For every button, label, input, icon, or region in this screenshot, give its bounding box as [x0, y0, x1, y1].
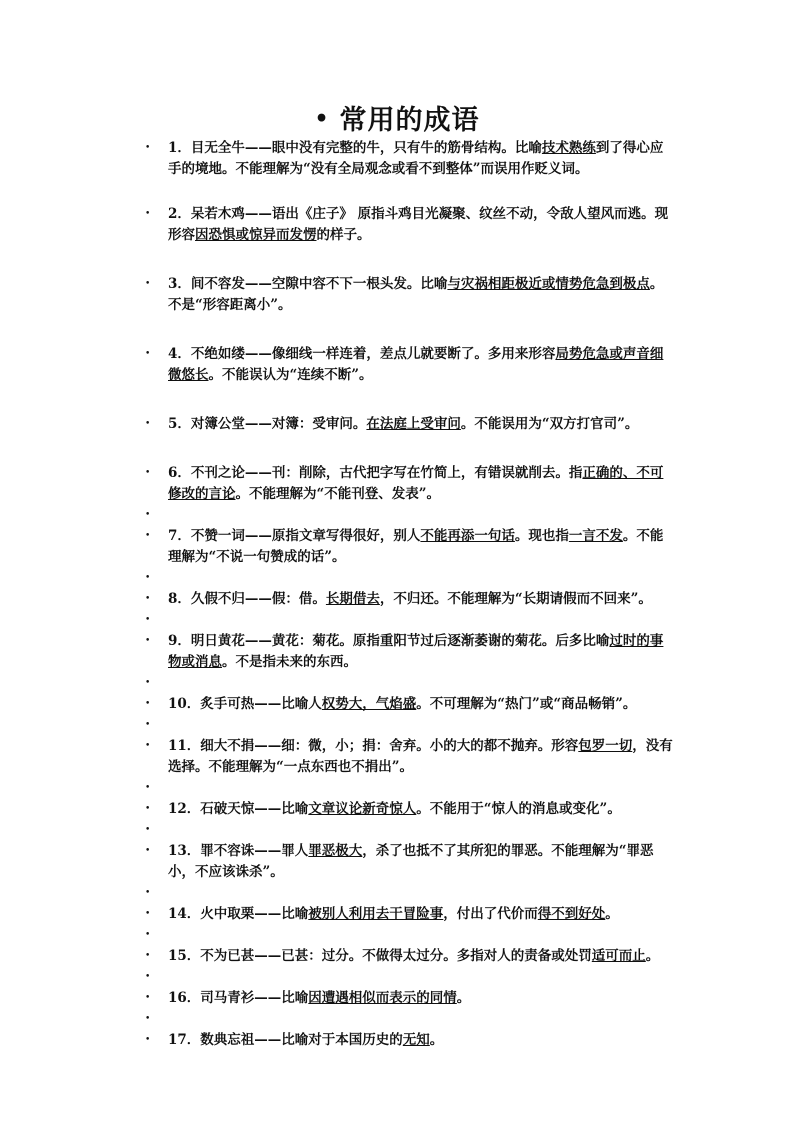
item-text: 13．罪不容诛——罪人	[168, 843, 309, 859]
item-text: 。现也指	[514, 528, 569, 544]
empty-bullet-line	[0, 778, 676, 799]
key-meaning: 文章议论新奇惊人	[308, 801, 417, 817]
idiom-item	[0, 526, 676, 568]
idiom-item	[0, 274, 676, 316]
empty-bullet-line	[0, 967, 676, 988]
item-text: 17．数典忘祖——比喻对于本国历史的	[168, 1032, 403, 1048]
key-meaning: 因恐惧或惊异而发愣	[195, 227, 317, 243]
key-meaning: 适可而止	[591, 948, 646, 964]
title-text: 常用的成语	[339, 105, 480, 136]
idiom-item	[0, 138, 676, 180]
item-text: 9．明日黄花——黄花：菊花。原指重阳节过后逐渐萎谢的菊花。后多比喻	[168, 633, 610, 649]
empty-bullet-line	[0, 610, 676, 631]
bullet-icon: •	[145, 143, 151, 153]
idiom-item	[0, 631, 676, 673]
item-text: 3．间不容发——空隙中容不下一根头发。比喻	[168, 276, 448, 292]
item-text: 。	[456, 990, 471, 1006]
bullet-icon: •	[145, 594, 151, 604]
bullet-icon: •	[145, 699, 151, 709]
idiom-item	[0, 841, 676, 883]
item-text: 。不可理解为“热门”或“商品畅销”。	[416, 696, 637, 712]
item-text: 8．久假不归——假：借。	[168, 591, 326, 607]
bullet-icon: •	[145, 349, 151, 359]
bullet-icon: •	[145, 741, 151, 751]
empty-bullet-line	[0, 673, 676, 694]
key-meaning: 包罗一切	[578, 738, 633, 754]
item-gap	[0, 386, 794, 414]
empty-bullet-line	[0, 883, 676, 904]
item-text: 。不能理解为“不说一句赞成的话”。	[168, 528, 664, 565]
bullet-icon: •	[145, 531, 151, 541]
item-text: 5．对簿公堂——对簿：受审问。	[168, 416, 367, 432]
key-meaning: 在法庭上受审问	[366, 416, 461, 432]
bullet-icon: •	[145, 972, 151, 982]
bullet-icon: •	[145, 209, 151, 219]
item-text: 1．目无全牛——眼中没有完整的牛，只有牛的筋骨结构。比喻	[168, 140, 542, 156]
item-text: 。不能用于“惊人的消息或变化”。	[416, 801, 621, 817]
idiom-item	[0, 988, 676, 1009]
item-gap	[0, 316, 794, 344]
item-text: 6．不刊之论——刊：削除，古代把字写在竹简上，有错误就削去。指	[168, 465, 583, 481]
item-text: 的样子。	[316, 227, 371, 243]
item-text: 。	[605, 906, 619, 922]
idiom-item	[0, 204, 676, 246]
item-text: ，不归还。不能理解为“长期请假而不回来”。	[379, 591, 652, 607]
key-meaning: 一言不发	[568, 528, 623, 544]
item-gap	[0, 180, 794, 204]
bullet-icon: •	[145, 783, 151, 793]
idiom-item	[0, 799, 676, 820]
key-meaning: 权势大，气焰盛	[321, 696, 417, 712]
bullet-icon: •	[145, 1014, 151, 1024]
idiom-list	[0, 138, 794, 1051]
item-text: ，付出了代价而	[443, 906, 538, 922]
item-text: 。不能理解为“不能刊登、发表”。	[235, 486, 441, 502]
item-text: 。不是指未来的东西。	[222, 654, 357, 670]
item-text: 7．不赞一词——原指文章写得很好，别人	[168, 528, 421, 544]
bullet-icon: •	[145, 636, 151, 646]
item-text: 16．司马青衫——比喻	[168, 990, 309, 1006]
key-meaning: 与灾祸相距极近或情势危急到极点	[447, 276, 650, 292]
bullet-icon: •	[145, 720, 151, 730]
item-text: 4．不绝如缕——像细线一样连着，差点儿就要断了。多用来形容	[168, 346, 556, 362]
idiom-item	[0, 904, 676, 925]
key-meaning: 长期借去	[325, 591, 380, 607]
bullet-icon: •	[145, 888, 151, 898]
idiom-item	[0, 414, 676, 435]
key-meaning: 被别人利用去干冒险事	[308, 906, 444, 922]
key-meaning: 无知	[402, 1032, 430, 1048]
empty-bullet-line	[0, 925, 676, 946]
key-meaning: 局势危急或声音细微悠长	[168, 346, 664, 383]
idiom-item	[0, 463, 676, 505]
key-meaning: 技术熟练	[541, 140, 596, 156]
bullet-icon: •	[145, 846, 151, 856]
idiom-item	[0, 736, 676, 778]
item-text: ，杀了也抵不了其所犯的罪恶。不能理解为“罪恶小，不应该诛杀”。	[168, 843, 654, 880]
empty-bullet-line	[0, 715, 676, 736]
bullet-icon: •	[145, 573, 151, 583]
bullet-icon: •	[145, 804, 151, 814]
item-text: 10．炙手可热——比喻人	[168, 696, 322, 712]
item-text: ，没有选择。不能理解为“一点东西也不捐出”。	[168, 738, 673, 775]
page-title	[0, 98, 794, 137]
title-bullet: •	[314, 106, 330, 132]
empty-bullet-line	[0, 568, 676, 589]
bullet-icon: •	[145, 909, 151, 919]
empty-bullet-line	[0, 1009, 676, 1030]
bullet-icon: •	[145, 993, 151, 1003]
idiom-item	[0, 589, 676, 610]
item-text: 。	[429, 1032, 444, 1048]
bullet-icon: •	[145, 615, 151, 625]
key-meaning: 得不到好处	[537, 906, 606, 922]
bullet-icon: •	[145, 1035, 151, 1045]
empty-bullet-line	[0, 505, 676, 526]
bullet-icon: •	[145, 930, 151, 940]
key-meaning: 因遭遇相似而表示的同情	[308, 990, 457, 1006]
bullet-icon: •	[145, 468, 151, 478]
key-meaning: 罪恶极大	[308, 843, 363, 859]
key-meaning: 正确的、不可修改的言论	[168, 465, 664, 502]
item-text: 14．火中取栗——比喻	[168, 906, 309, 922]
item-gap	[0, 435, 794, 463]
key-meaning: 过时的事物或消息	[168, 633, 664, 670]
idiom-item	[0, 1030, 676, 1051]
bullet-icon: •	[145, 951, 151, 961]
key-meaning: 不能再添一句话	[420, 528, 515, 544]
item-text: 到了得心应手的境地。不能理解为“没有全局观念或看不到整体”而误用作贬义词。	[168, 140, 664, 177]
item-text: 。	[645, 948, 660, 964]
item-text: 。不能误认为“连续不断”。	[208, 367, 373, 383]
bullet-icon: •	[145, 510, 151, 520]
idiom-item	[0, 946, 676, 967]
empty-bullet-line	[0, 820, 676, 841]
bullet-icon: •	[145, 825, 151, 835]
item-text: 2．呆若木鸡——语出《庄子》 原指斗鸡目光凝聚、纹丝不动，令敌人望风而逃。现形容	[168, 206, 669, 243]
item-gap	[0, 246, 794, 274]
item-text: 。不是“形容距离小”。	[168, 276, 664, 313]
idiom-item	[0, 694, 676, 715]
bullet-icon: •	[145, 678, 151, 688]
item-text: 12．石破天惊——比喻	[168, 801, 309, 817]
bullet-icon: •	[145, 279, 151, 289]
bullet-icon: •	[145, 419, 151, 429]
item-text: 。不能误用为“双方打官司”。	[460, 416, 639, 432]
idiom-item	[0, 344, 676, 386]
item-text: 15．不为已甚——已甚：过分。不做得太过分。多指对人的责备或处罚	[168, 948, 592, 964]
item-text: 11．细大不捐——细：微，小；捐：舍弃。小的大的都不抛弃。形容	[168, 738, 579, 754]
